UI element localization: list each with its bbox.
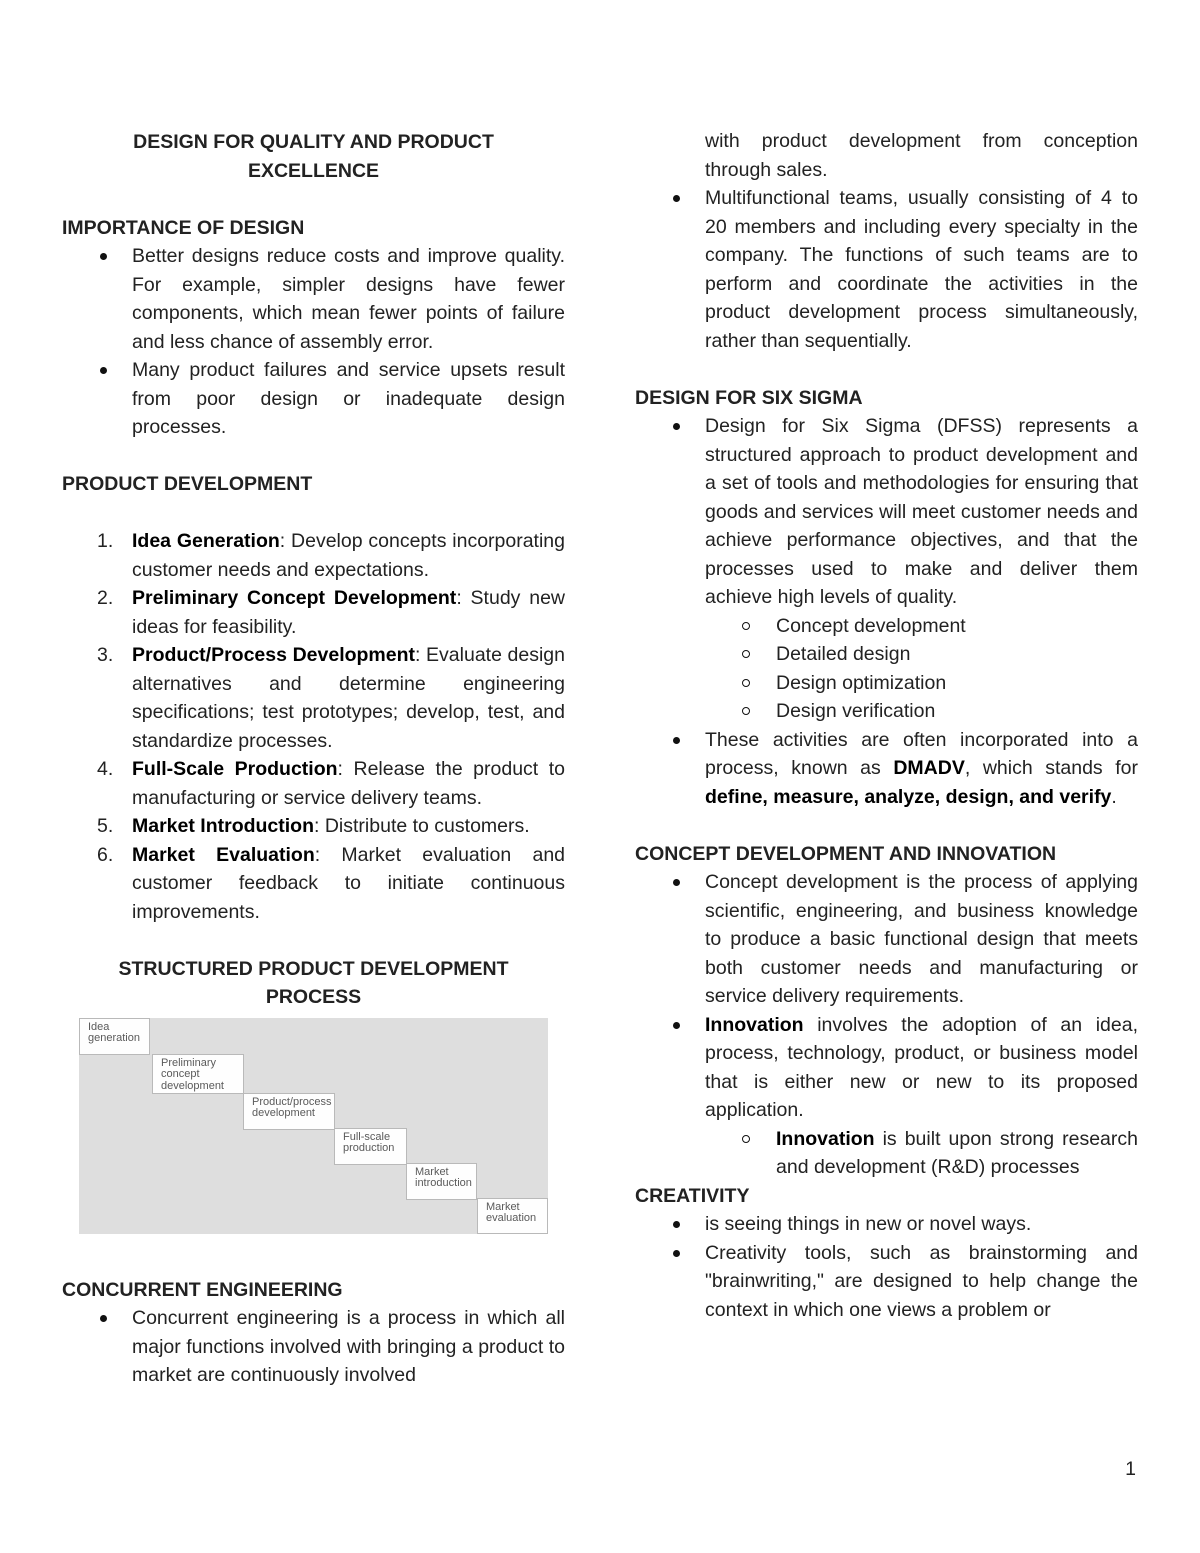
process-staircase-diagram bbox=[79, 1018, 548, 1234]
step-number: 4. bbox=[97, 758, 114, 780]
concept-innovation-list bbox=[635, 868, 1138, 1182]
step-number: 3. bbox=[97, 644, 114, 666]
creativity-heading: CREATIVITY bbox=[635, 1184, 750, 1207]
importance-list bbox=[62, 242, 565, 442]
sub-list-item bbox=[635, 1125, 1138, 1182]
diagram-step-box bbox=[79, 1018, 150, 1055]
innovation-text: involves the adoption of an idea, process, technology, product, or business model that is either new or new to its proposed application. bbox=[705, 1013, 1138, 1121]
product-development-heading: PRODUCT DEVELOPMENT bbox=[62, 473, 313, 495]
diagram-step-label: introduction bbox=[415, 1177, 472, 1189]
list-item: Better designs reduce costs and improve quality. For example, simpler designs have fewer components, which mean fewer points of failure and less chance of assembly error. bbox=[62, 242, 565, 356]
list-item bbox=[62, 641, 565, 755]
creativity-list bbox=[635, 1210, 1138, 1324]
sub-list-item: Design optimization bbox=[635, 669, 1138, 698]
step-number: 6. bbox=[97, 843, 114, 866]
list-item bbox=[635, 726, 1138, 812]
diagram-step-box bbox=[243, 1093, 335, 1130]
step-term: Market Introduction bbox=[132, 815, 315, 837]
list-item: with product development from conception through sales. bbox=[705, 130, 1138, 181]
list-item bbox=[62, 755, 565, 812]
product-development-steps bbox=[62, 527, 565, 926]
step-text: : Market evaluation and customer feedback to initiate continuous improvements. bbox=[132, 843, 566, 923]
innovation-sub-term: Innovation bbox=[776, 1127, 875, 1150]
dmadv-expansion: define, measure, analyze, design, and verify bbox=[705, 785, 1112, 808]
sub-list-item: Detailed design bbox=[635, 640, 1138, 669]
dmadv-text-e: . bbox=[1111, 785, 1117, 808]
list-item bbox=[635, 1011, 1138, 1125]
importance-heading: IMPORTANCE OF DESIGN bbox=[62, 216, 305, 239]
diagram-step-label: Preliminary bbox=[161, 1056, 217, 1069]
list-item: Design for Six Sigma (DFSS) represents a structured approach to product development and a set of tools and methodologies for ensuring that goods and services will meet customer needs and achieve performance objectives, and that the processes used to make and deliver them achieve high levels of quality. bbox=[635, 412, 1138, 612]
step-text: : Distribute to customers. bbox=[314, 815, 530, 837]
diagram-step-label: Market bbox=[486, 1200, 520, 1213]
list-item: Many product failures and service upsets result from poor design or inadequate design processes. bbox=[62, 356, 565, 442]
step-text: : Study new ideas for feasibility. bbox=[132, 587, 565, 638]
step-number: 1. bbox=[97, 530, 114, 552]
diagram-step-label: Full-scale bbox=[343, 1130, 391, 1143]
step-number: 5. bbox=[97, 815, 114, 837]
structured-heading-line-1: STRUCTURED PRODUCT DEVELOPMENT bbox=[118, 957, 509, 980]
concurrent-heading: CONCURRENT ENGINEERING bbox=[62, 1278, 343, 1301]
innovation-sub-text: is built upon strong research and development (R&D) processes bbox=[776, 1127, 1138, 1178]
sub-list-item: Design verification bbox=[635, 697, 1138, 726]
sub-list-item: Concept development bbox=[635, 612, 1138, 641]
dmadv-text-a: These activities are often incorporated into a process, known as bbox=[705, 728, 1138, 779]
concurrent-list bbox=[62, 1304, 565, 1390]
list-item bbox=[62, 812, 565, 841]
diagram-step-label: evaluation bbox=[486, 1212, 537, 1224]
step-text: : Evaluate design alternatives and determine engineering specifications; test prototypes; develop, test, and standardize processes. bbox=[132, 644, 565, 752]
six-sigma-list bbox=[635, 412, 1138, 811]
document-title-line-1: DESIGN FOR QUALITY AND PRODUCT bbox=[133, 131, 494, 153]
diagram-step-label: concept bbox=[161, 1068, 200, 1080]
diagram-step-label: Product/process bbox=[252, 1095, 332, 1108]
concept-innovation-heading: CONCEPT DEVELOPMENT AND INNOVATION bbox=[635, 842, 1057, 865]
diagram-step-box bbox=[477, 1198, 548, 1234]
list-item: Multifunctional teams, usually consisting of 4 to 20 members and including every specialty in the company. The functions of such teams are to perform and coordinate the activities in the product development process simultaneously, rather than sequentially. bbox=[635, 184, 1138, 355]
diagram-step-label: development bbox=[161, 1079, 224, 1092]
structured-heading-line-2: PROCESS bbox=[265, 986, 362, 1008]
diagram-step-label: Idea bbox=[88, 1020, 110, 1033]
diagram-step-label: generation bbox=[88, 1032, 140, 1044]
step-term: Market Evaluation bbox=[132, 843, 315, 866]
document-title-line-2: EXCELLENCE bbox=[247, 159, 380, 182]
list-item bbox=[62, 527, 565, 584]
diagram-step-label: development bbox=[252, 1107, 315, 1119]
list-item: is seeing things in new or novel ways. bbox=[635, 1210, 1138, 1239]
list-item bbox=[62, 584, 565, 641]
six-sigma-heading: DESIGN FOR SIX SIGMA bbox=[635, 386, 863, 409]
page-number: 1 bbox=[1125, 1458, 1136, 1480]
right-column bbox=[635, 127, 1138, 1324]
step-term: Idea Generation bbox=[132, 530, 280, 552]
left-column bbox=[62, 128, 565, 1390]
diagram-step-box bbox=[334, 1128, 407, 1165]
list-item: Creativity tools, such as brainstorming and "brainwriting," are designed to help change the context in which one views a problem or bbox=[635, 1239, 1138, 1325]
step-text: : Develop concepts incorporating customer needs and expectations. bbox=[132, 530, 565, 581]
step-text: : Release the product to manufacturing or service delivery teams. bbox=[132, 758, 566, 809]
diagram-step-box bbox=[406, 1163, 477, 1200]
dmadv-term: DMADV bbox=[893, 757, 965, 779]
step-term: Product/Process Development bbox=[132, 644, 416, 666]
diagram-step-label: production bbox=[343, 1142, 395, 1154]
step-term: Preliminary Concept Development bbox=[132, 587, 457, 609]
list-item: Concept development is the process of applying scientific, engineering, and business knowledge to produce a basic functional design that meets both customer needs and manufacturing or service delivery requirements. bbox=[635, 868, 1138, 1011]
diagram-step-label: Market bbox=[415, 1165, 449, 1178]
list-item: Concurrent engineering is a process in which all major functions involved with bringing a product to market are continuously involved bbox=[62, 1304, 565, 1390]
innovation-term: Innovation bbox=[705, 1013, 804, 1036]
step-number: 2. bbox=[97, 587, 114, 609]
concurrent-list-continued bbox=[635, 127, 1138, 355]
list-item bbox=[62, 841, 565, 927]
dmadv-text-c: , which stands for bbox=[964, 757, 1138, 779]
step-term: Full-Scale Production bbox=[132, 758, 338, 780]
diagram-step-box bbox=[152, 1054, 244, 1094]
